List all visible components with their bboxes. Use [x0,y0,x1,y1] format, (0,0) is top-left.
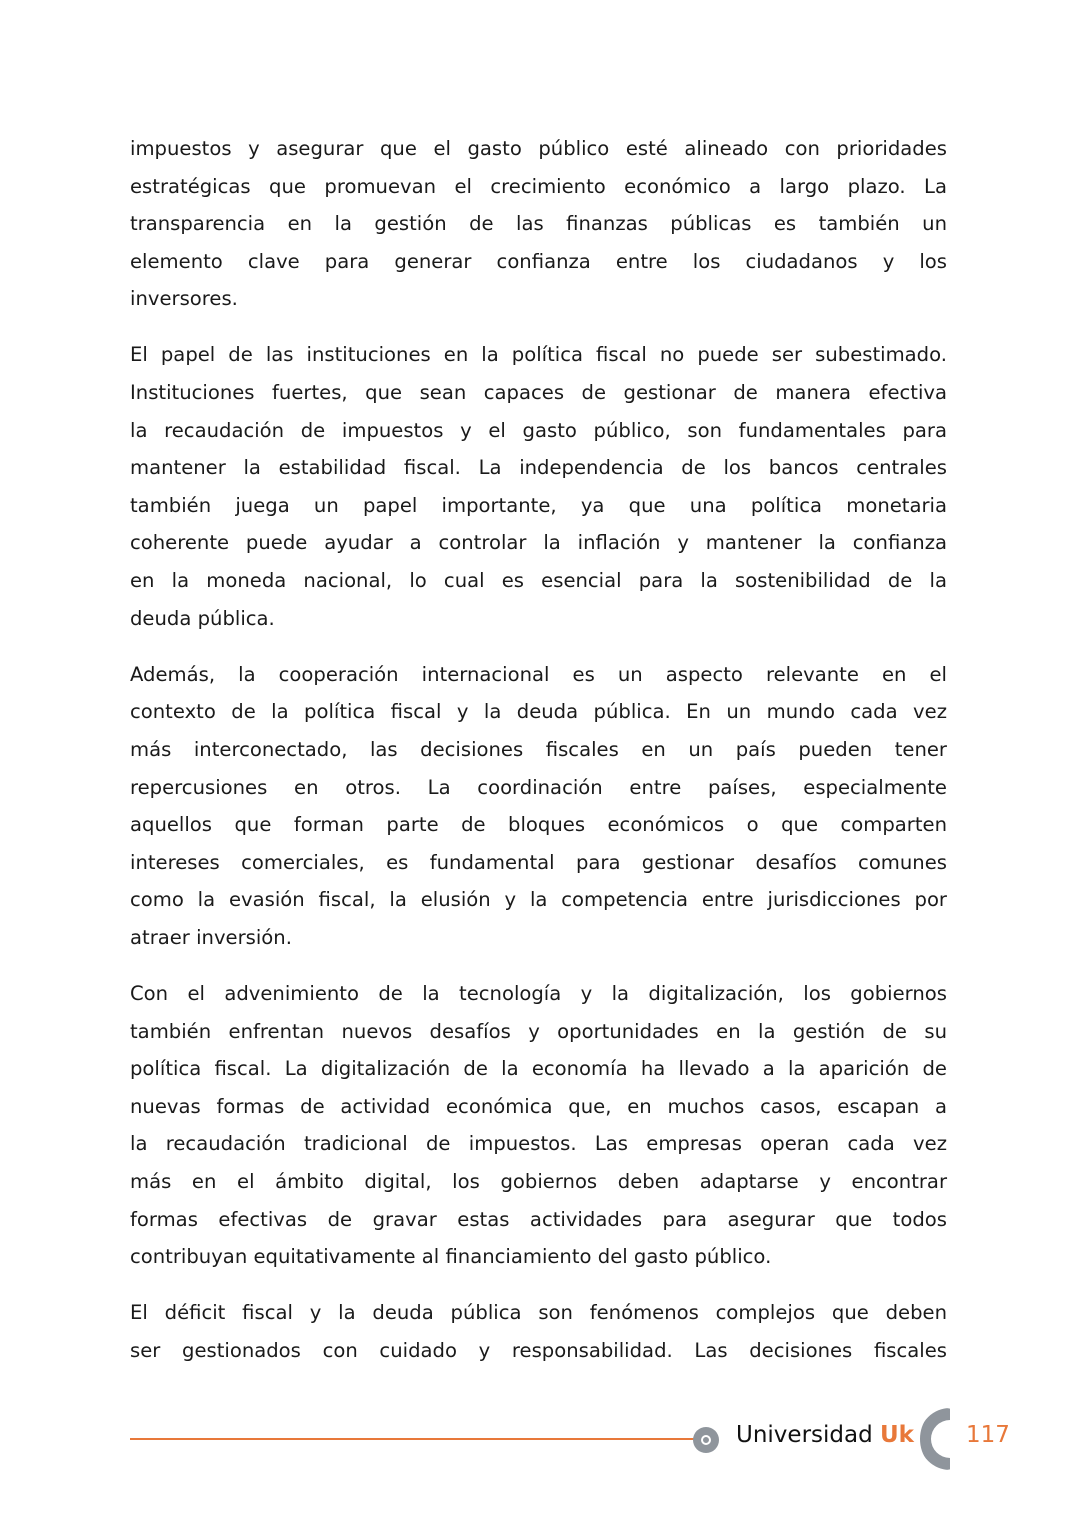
text-line: estratégicas que promuevan el crecimiento económico a largo plazo. La [130,174,947,198]
text-line: aquellos que forman parte de bloques económicos o que comparten [130,813,947,837]
brand-name: Universidad [736,1422,873,1448]
text-line: la recaudación de impuestos y el gasto público, son fundamentales para [130,418,947,442]
paragraph [130,656,947,957]
text-line: Además, la cooperación internacional es un aspecto relevante en el [130,662,947,686]
paragraph [130,130,947,318]
text-line: formas efectivas de gravar estas actividades para asegurar que todos [130,1207,947,1231]
text-line: coherente puede ayudar a controlar la inflación y mantener la confianza [130,531,947,555]
text-line: Con el advenimiento de la tecnología y la digitalización, los gobiernos [130,981,947,1005]
text-line: más interconectado, las decisiones fiscales en un país pueden tener [130,737,947,761]
text-line: nuevas formas de actividad económica que, en muchos casos, escapan a [130,1094,947,1118]
page-number: 117 [966,1422,1010,1448]
text-line: intereses comerciales, es fundamental para gestionar desafíos comunes [130,850,947,874]
paragraph [130,1294,947,1369]
text-line: Instituciones fuertes, que sean capaces de gestionar de manera efectiva [130,381,947,405]
paragraph [130,336,947,637]
text-line: inversores. [130,287,238,311]
text-line: también juega un papel importante, ya que una política monetaria [130,493,947,517]
document-body [130,130,947,1388]
text-line: repercusiones en otros. La coordinación entre países, especialmente [130,775,947,799]
text-line: contexto de la política fiscal y la deuda pública. En un mundo cada vez [130,700,947,724]
text-line: como la evasión fiscal, la elusión y la competencia entre jurisdicciones por [130,888,947,912]
paragraph [130,975,947,1276]
text-line: atraer inversión. [130,925,292,949]
footer-arc-icon [920,1408,970,1470]
footer-brand [736,1422,914,1448]
text-line: deuda pública. [130,606,275,630]
footer-divider [130,1438,695,1440]
text-line: política fiscal. La digitalización de la economía ha llevado a la aparición de [130,1057,947,1081]
text-line: también enfrentan nuevos desafíos y oportunidades en la gestión de su [130,1019,947,1043]
footer-circle-icon [693,1427,719,1453]
text-line: transparencia en la gestión de las finanzas públicas es también un [130,212,947,236]
text-line: El déficit fiscal y la deuda pública son fenómenos complejos que deben [130,1301,947,1325]
text-line: contribuyan equitativamente al financiamiento del gasto público. [130,1245,772,1269]
text-line: en la moneda nacional, lo cual es esencial para la sostenibilidad de la [130,569,947,593]
text-line: la recaudación tradicional de impuestos. Las empresas operan cada vez [130,1132,947,1156]
brand-suffix: Uk [880,1422,914,1448]
text-line: más en el ámbito digital, los gobiernos deben adaptarse y encontrar [130,1169,947,1193]
text-line: impuestos y asegurar que el gasto público esté alineado con prioridades [130,137,947,160]
text-line: El papel de las instituciones en la política fiscal no puede ser subestimado. [130,343,947,367]
text-line: elemento clave para generar confianza entre los ciudadanos y los [130,249,947,273]
text-line: mantener la estabilidad fiscal. La independencia de los bancos centrales [130,456,947,480]
text-line: ser gestionados con cuidado y responsabilidad. Las decisiones fiscales [130,1338,947,1362]
